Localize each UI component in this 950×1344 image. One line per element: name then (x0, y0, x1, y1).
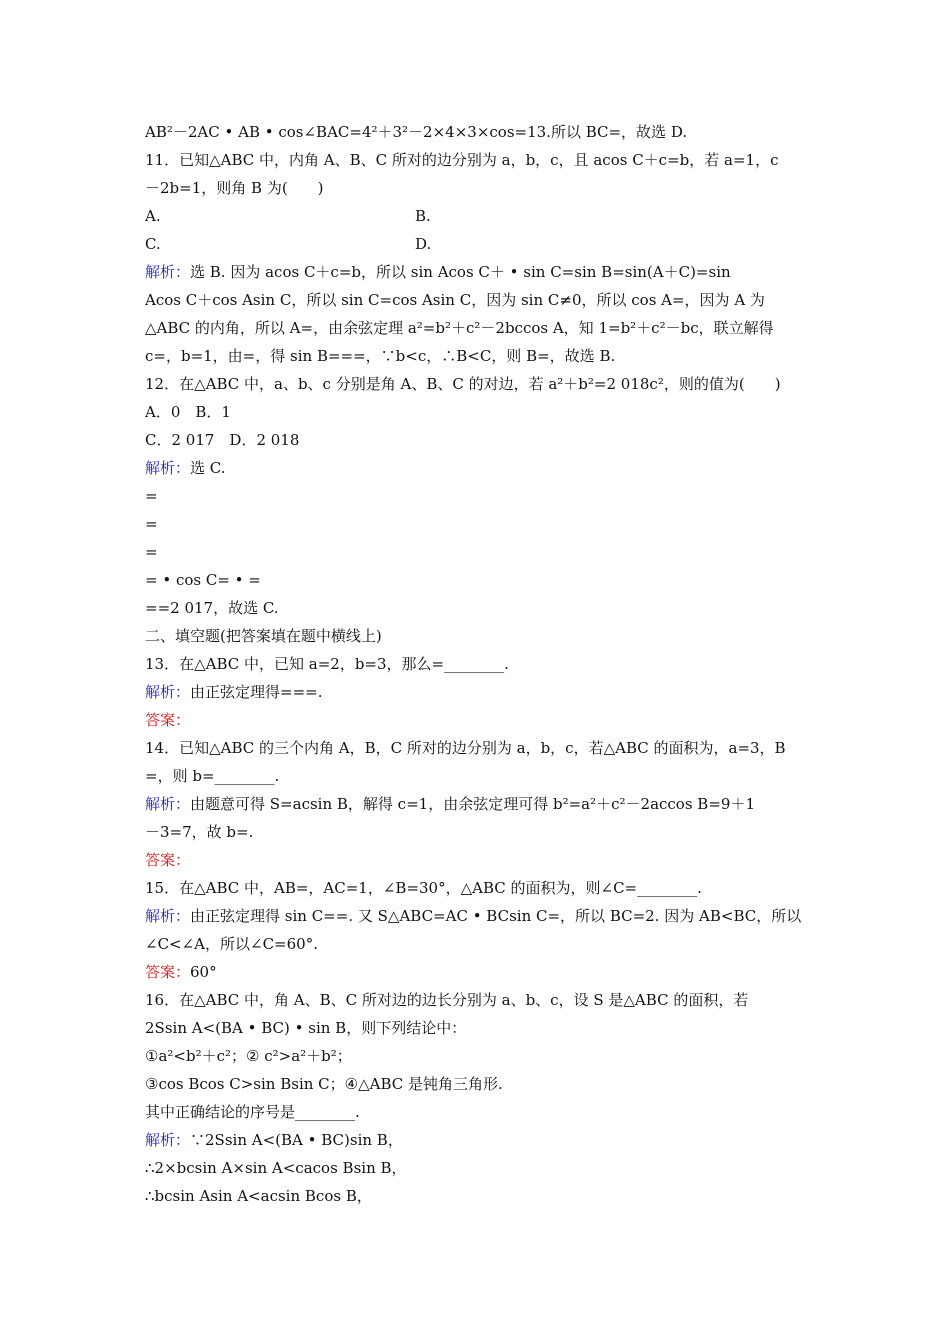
solution-label: 解析： (145, 683, 191, 701)
question-11: 11．已知△ABC 中，内角 A、B、C 所对的边分别为 a，b，c，且 acos C＋c=b，若 a=1，c (145, 151, 779, 169)
option-row (145, 206, 810, 226)
answer-label: 答案： (145, 851, 191, 869)
solution-line (145, 906, 810, 926)
solution-text: 选 C. (190, 459, 226, 477)
answer-text: 60° (190, 963, 217, 981)
option-a: A. (145, 207, 161, 225)
text-line: = (145, 487, 158, 505)
text-line: ==2 017，故选 C. (145, 599, 279, 617)
solution-line (145, 794, 810, 814)
text-line: ①a²<b²＋c²；② c²>a²＋b²； (145, 1047, 352, 1065)
answer-line (145, 850, 810, 870)
option-row (145, 234, 810, 254)
text-line: c=，b=1，由=，得 sin B===，∵b<c，∴B<C，则 B=，故选 B. (145, 347, 616, 365)
answer-line (145, 710, 810, 730)
text-line: = • cos C= • = (145, 571, 261, 589)
solution-text: 由正弦定理得 sin C==. 又 S△ABC=AC • BCsin C=，所以 BC=2. 因为 AB<BC，所以 (190, 907, 802, 925)
solution-text: 由题意可得 S=acsin B，解得 c=1，由余弦定理可得 b²=a²＋c²－2accos B=9＋1 (190, 795, 755, 813)
text-line: ∴bcsin Asin A<acsin Bcos B， (145, 1187, 372, 1205)
question-12: 12．在△ABC 中，a、b、c 分别是角 A、B、C 的对边，若 a²＋b²=2 018c²，则的值为( ) (145, 375, 781, 393)
text-line: = (145, 515, 158, 533)
answer-label: 答案： (145, 711, 191, 729)
answer-line (145, 962, 810, 982)
solution-text: 选 B. 因为 acos C＋c=b，所以 sin Acos C＋ • sin C=sin B=sin(A＋C)=sin (190, 263, 731, 281)
question-15: 15．在△ABC 中，AB=，AC=1，∠B=30°，△ABC 的面积为，则∠C=________. (145, 879, 702, 897)
question-14: 14．已知△ABC 的三个内角 A，B，C 所对的边分别为 a，b，c，若△ABC 的面积为，a=3，B (145, 739, 786, 757)
question-16: 16．在△ABC 中，角 A、B、C 所对边的边长分别为 a、b、c，设 S 是△ABC 的面积，若 (145, 991, 749, 1009)
section-heading: 二、填空题(把答案填在题中横线上) (145, 627, 382, 645)
text-line: = (145, 543, 158, 561)
text-line: =，则 b=________. (145, 767, 280, 785)
solution-line (145, 1130, 810, 1150)
option-row: A．0 B．1 (145, 403, 231, 421)
solution-line (145, 458, 810, 478)
option-b: B. (415, 207, 431, 225)
text-line: －3=7，故 b=. (145, 823, 254, 841)
solution-line (145, 262, 810, 282)
text-line: ∴2×bcsin A×sin A<cacos Bsin B， (145, 1159, 407, 1177)
text-line: －2b=1，则角 B 为( ) (145, 179, 324, 197)
solution-label: 解析： (145, 795, 191, 813)
option-d: D. (415, 235, 432, 253)
solution-label: 解析： (145, 1131, 191, 1149)
solution-label: 解析： (145, 459, 191, 477)
answer-label: 答案： (145, 963, 191, 981)
option-row: C．2 017 D．2 018 (145, 431, 300, 449)
solution-label: 解析： (145, 907, 191, 925)
solution-text: ∵2Ssin A<(BA • BC)sin B， (190, 1131, 403, 1149)
text-line: Acos C＋cos Asin C，所以 sin C=cos Asin C，因为 sin C≠0，所以 cos A=，因为 A 为 (145, 291, 765, 309)
text-line: AB²－2AC • AB • cos∠BAC=4²＋3²－2×4×3×cos=13.所以 BC=，故选 D. (145, 123, 688, 141)
solution-line (145, 682, 810, 702)
text-line: 2Ssin A<(BA • BC) • sin B，则下列结论中： (145, 1019, 467, 1037)
text-line: △ABC 的内角，所以 A=，由余弦定理 a²=b²＋c²－2bccos A，知 1=b²＋c²－bc，联立解得 (145, 319, 774, 337)
text-line: ∠C<∠A，所以∠C=60°. (145, 935, 318, 953)
option-c: C. (145, 235, 161, 253)
solution-text: 由正弦定理得===. (190, 683, 323, 701)
question-13: 13．在△ABC 中，已知 a=2，b=3，那么=________. (145, 655, 509, 673)
text-line: 其中正确结论的序号是________. (145, 1103, 360, 1121)
text-line: ③cos Bcos C>sin Bsin C；④△ABC 是钝角三角形. (145, 1075, 503, 1093)
solution-label: 解析： (145, 263, 191, 281)
